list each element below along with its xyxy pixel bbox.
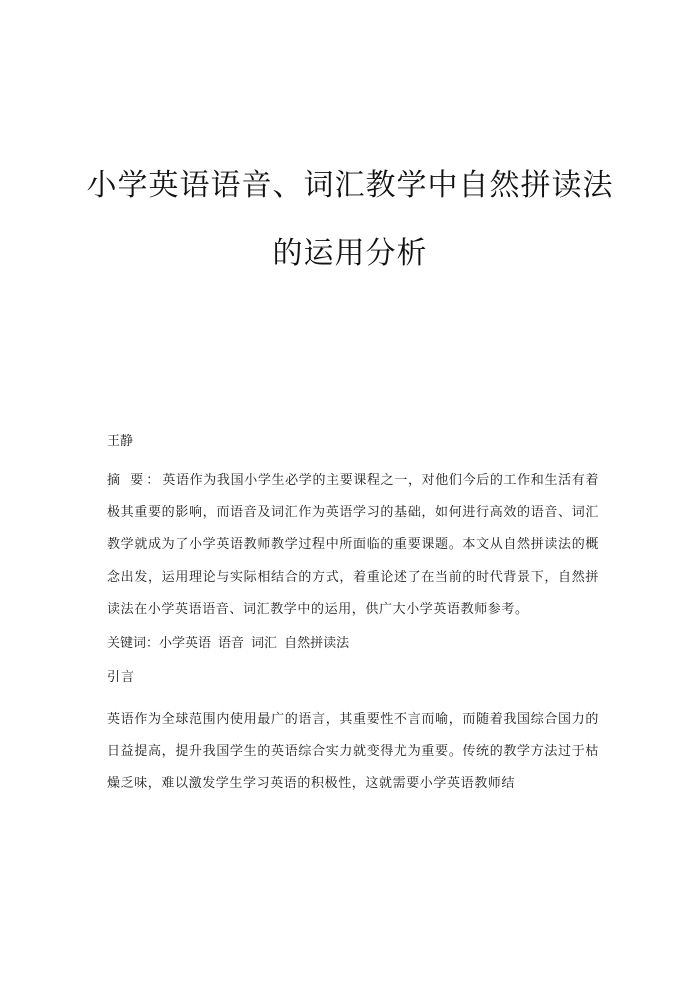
abstract-text: 英语作为我国小学生必学的主要课程之一，对他们今后的工作和生活有着极其重要的影响，而语音及词汇作为英语学习的基础，如何进行高效的语音、词汇教学就成为了小学英语教师教学过程中所面临的重要课题。本文从自然拼读法的概念出发，运用理论与实际相结合的方式，着重论述了在当前的时代背景下，自然拼读法在小学英语语音、词汇教学中的运用，供广大小学英语教师参考。 (107, 473, 599, 617)
introduction-paragraph: 英语作为全球范围内使用最广的语言，其重要性不言而喻，而随着我国综合国力的日益提高，提升我国学生的英语综合实力就变得尤为重要。传统的教学方法过于枯燥乏味，难以激发学生学习英语的积极性，这就需要小学英语教师结 (107, 712, 599, 792)
keyword-item: 语音 (218, 636, 245, 652)
document-title-line-2: 的运用分析 (272, 236, 428, 271)
keyword-item: 小学英语 (159, 636, 212, 652)
keyword-item: 词汇 (251, 636, 278, 652)
abstract-label: 摘 要： (107, 473, 163, 488)
keywords-label: 关键词： (107, 636, 160, 652)
abstract-paragraph (107, 465, 599, 626)
keywords-line (107, 634, 599, 654)
keyword-item: 自然拼读法 (284, 636, 350, 652)
document-title-line-1: 小学英语语音、词汇教学中自然拼读法 (86, 168, 614, 203)
author-name: 王静 (107, 434, 134, 449)
section-heading-introduction: 引言 (107, 670, 136, 686)
document-body (107, 432, 599, 801)
